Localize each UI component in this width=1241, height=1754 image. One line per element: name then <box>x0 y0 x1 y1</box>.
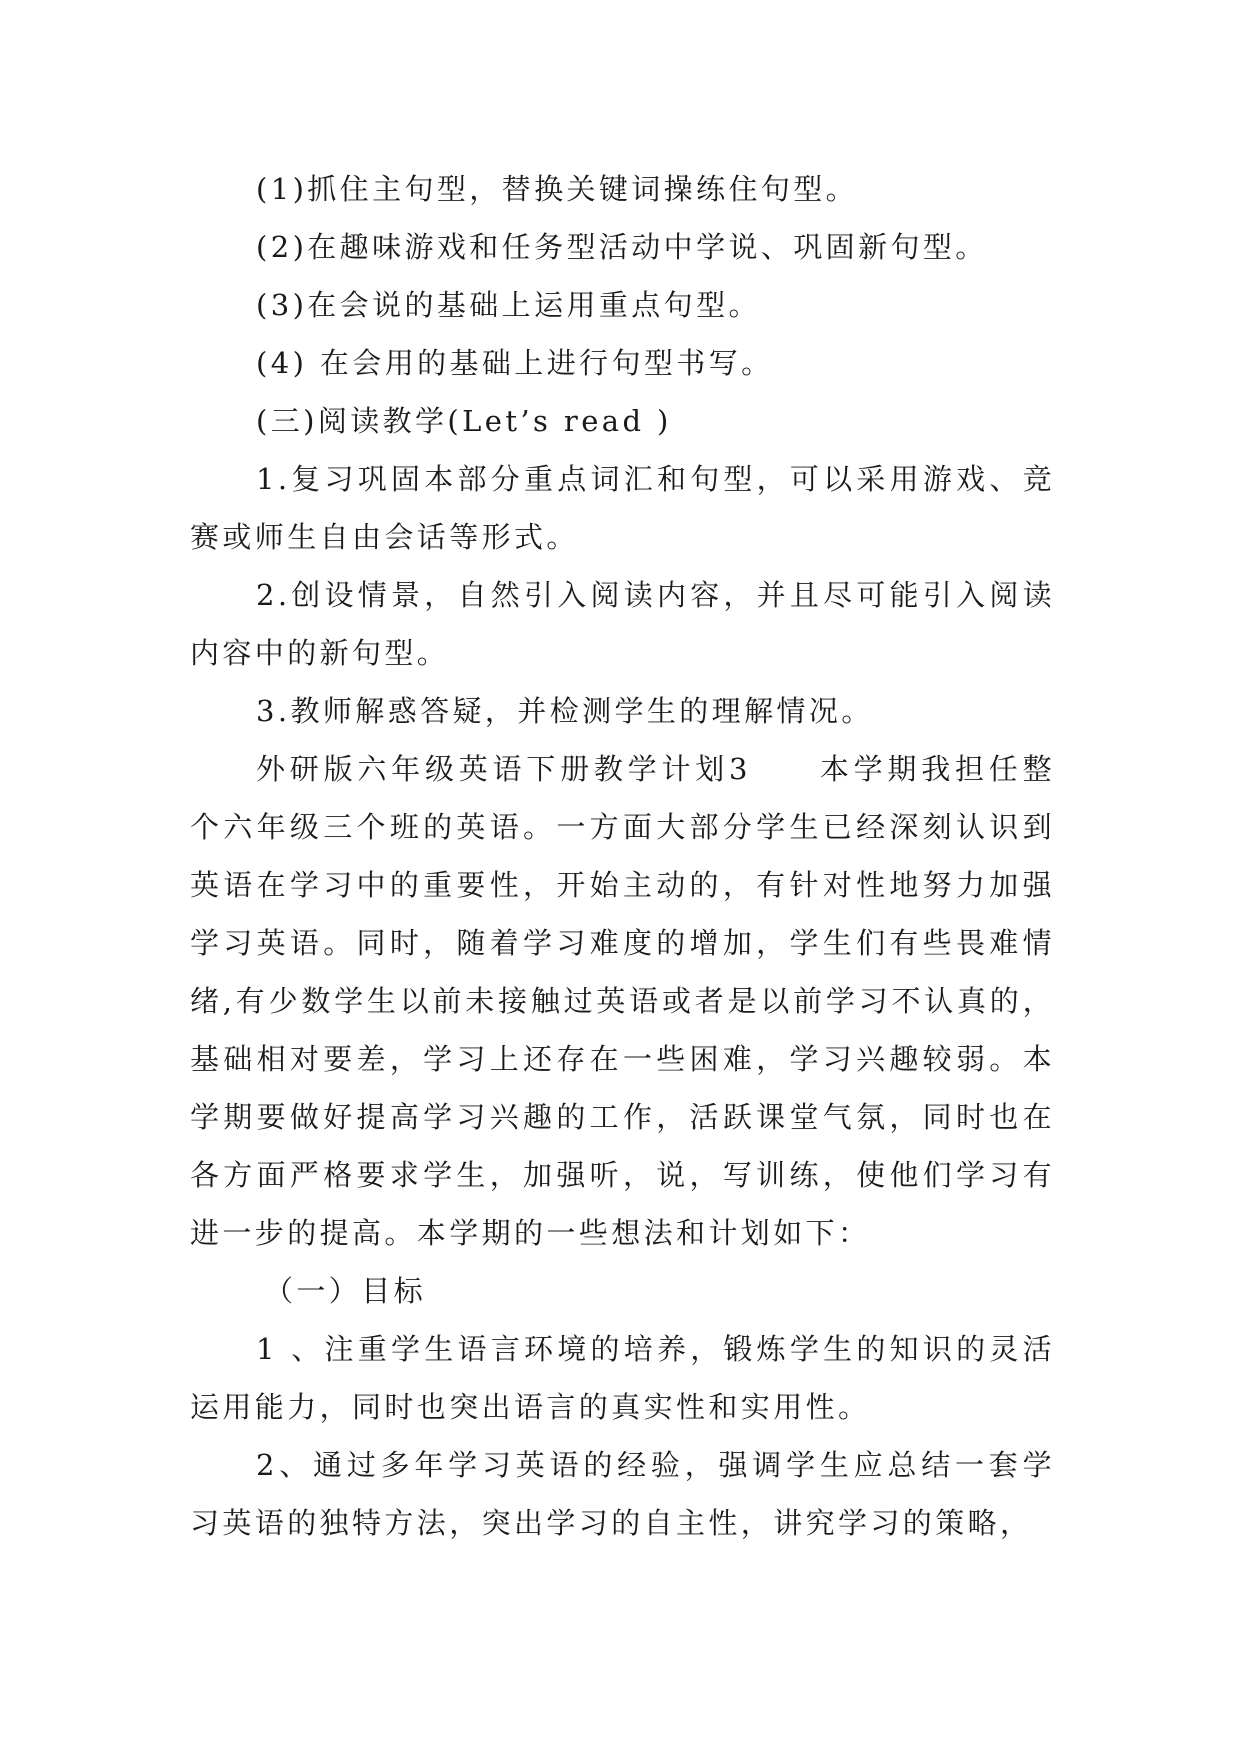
document-body <box>190 160 1055 1552</box>
paragraph-reading-1: 1.复习巩固本部分重点词汇和句型，可以采用游戏、竞赛或师生自由会话等形式。 <box>190 462 1055 554</box>
paragraph-item-3: (3)在会说的基础上运用重点句型。 <box>256 288 761 322</box>
section-heading-reading: (三)阅读教学(Let’s read ) <box>256 404 672 438</box>
paragraph-goal-1: 1 、注重学生语言环境的培养，锻炼学生的知识的灵活运用能力，同时也突出语言的真实性和实用性。 <box>190 1332 1055 1424</box>
paragraph-item-4: (4) 在会用的基础上进行句型书写。 <box>256 346 774 380</box>
paragraph-item-2: (2)在趣味游戏和任务型活动中学说、巩固新句型。 <box>256 230 988 264</box>
paragraph-plan-intro: 外研版六年级英语下册教学计划3 本学期我担任整个六年级三个班的英语。一方面大部分学生已经深刻认识到英语在学习中的重要性，开始主动的，有针对性地努力加强学习英语。同时，随着学习难度的增加，学生们有些畏难情绪,有少数学生以前未接触过英语或者是以前学习不认真的，基础相对要差，学习上还存在一些困难，学习兴趣较弱。本学期要做好提高学习兴趣的工作，活跃课堂气氛，同时也在各方面严格要求学生，加强听，说，写训练，使他们学习有进一步的提高。本学期的一些想法和计划如下： <box>190 752 1055 1250</box>
section-heading-goals: （一）目标 <box>264 1274 427 1308</box>
paragraph-item-1: (1)抓住主句型，替换关键词操练住句型。 <box>256 172 859 206</box>
paragraph-goal-2: 2、通过多年学习英语的经验，强调学生应总结一套学习英语的独特方法，突出学习的自主性，讲究学习的策略， <box>190 1448 1055 1540</box>
paragraph-reading-2: 2.创设情景，自然引入阅读内容，并且尽可能引入阅读内容中的新句型。 <box>190 578 1055 670</box>
paragraph-reading-3: 3.教师解惑答疑，并检测学生的理解情况。 <box>256 694 874 728</box>
